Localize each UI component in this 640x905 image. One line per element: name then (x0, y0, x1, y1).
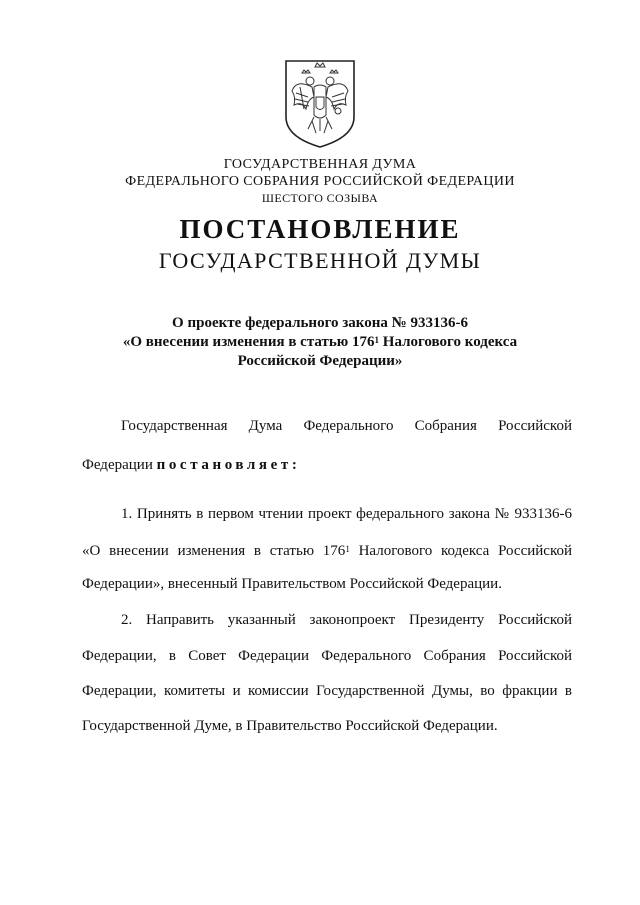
preamble-line2: Федерации постановляет: (82, 457, 301, 473)
subject-line2: «О внесении изменения в статью $176^1$ Налогового кодекса (122, 334, 518, 350)
document-type: ПОСТАНОВЛЕНИЕ (179, 214, 461, 244)
item2-line4: Государственной Думе, в Правительство Российской Федерации. (82, 718, 498, 734)
item1-line2: «О внесении изменения в статью $176^1$ Налогового кодекса Российской (82, 543, 572, 559)
decree-word: постановляет: (156, 457, 301, 473)
item2-line1: 2. Направить указанный законопроект Президенту Российской (121, 612, 572, 628)
item2-line3: Федерации, комитеты и комиссии Государственной Думы, во фракции в (82, 683, 572, 699)
article-superscript: 1 (374, 335, 380, 345)
subject-line3: Российской Федерации» (237, 353, 403, 369)
item1-line3: Федерации», внесенный Правительством Российской Федерации. (82, 576, 502, 592)
preamble-line1: Государственная Дума Федерального Собрания Российской (121, 418, 572, 434)
org-name-line1: ГОСУДАРСТВЕННАЯ ДУМА (223, 157, 417, 172)
coat-of-arms-emblem (282, 57, 358, 149)
subject-line1: О проекте федерального закона № 933136-6 (172, 315, 468, 331)
convocation: ШЕСТОГО СОЗЫВА (261, 191, 379, 205)
item2-line2: Федерации, в Совет Федерации Федерального Собрания Российской (82, 648, 572, 664)
document-issuer: ГОСУДАРСТВЕННОЙ ДУМЫ (158, 248, 482, 273)
item1-line1: 1. Принять в первом чтении проект федерального закона № 933136-6 (121, 506, 572, 522)
org-name-line2: ФЕДЕРАЛЬНОГО СОБРАНИЯ РОССИЙСКОЙ ФЕДЕРАЦИИ (125, 174, 515, 189)
